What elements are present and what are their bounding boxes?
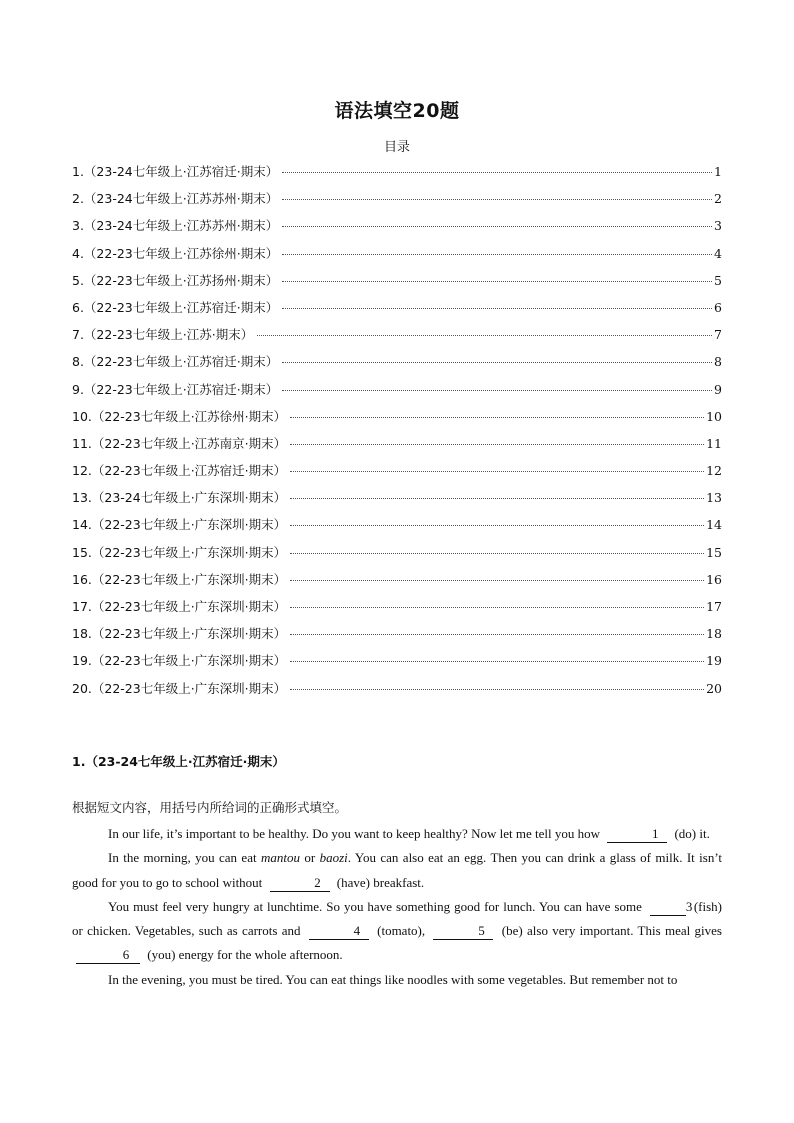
toc-entry-label: 3.（23-24七年级上·江苏苏州·期末） (72, 218, 279, 234)
section-title: 1.（23-24七年级上·江苏宿迁·期末） (72, 754, 285, 769)
toc-leader-dots (290, 606, 704, 608)
toc-entry-label: 1.（23-24七年级上·江苏宿迁·期末） (72, 164, 279, 179)
toc-entry[interactable] (72, 570, 722, 597)
toc-entry[interactable] (72, 189, 722, 216)
paragraph: In the evening, you must be tired. You can eat things like noodles with some vegetables. But remember not to (108, 971, 678, 987)
toc-entry-label: 12.（22-23七年级上·江苏宿迁·期末） (72, 463, 287, 479)
toc-page-number: 10 (706, 408, 722, 424)
toc-page-number: 2 (714, 191, 722, 207)
toc-entry-label: 6.（22-23七年级上·江苏宿迁·期末） (72, 299, 279, 315)
toc-entry-label: 18.（22-23七年级上·广东深圳·期末） (72, 626, 287, 642)
toc-entry-label: 19.（22-23七年级上·广东深圳·期末） (72, 653, 287, 669)
toc-entry[interactable] (72, 271, 722, 298)
instruction-text: 根据短文内容，用括号内所给词的正确形式填空。 (72, 800, 348, 815)
toc-page-number: 5 (714, 272, 722, 288)
toc-leader-dots (290, 497, 704, 499)
toc-entry-label: 4.（22-23七年级上·江苏徐州·期末） (72, 245, 279, 261)
toc-page-number: 6 (714, 299, 722, 315)
toc-page-number: 12 (706, 463, 722, 479)
toc-entry-label: 11.（22-23七年级上·江苏南京·期末） (72, 435, 287, 451)
toc-leader-dots (290, 416, 704, 418)
toc-entry[interactable] (72, 651, 722, 678)
toc-entry-label: 7.（22-23七年级上·江苏·期末） (72, 327, 254, 343)
page-title: 语法填空20题 (334, 100, 460, 122)
toc-leader-dots (282, 225, 712, 227)
toc-heading: 目录 (383, 140, 410, 155)
toc-page-number: 15 (706, 544, 722, 560)
toc-entry[interactable] (72, 298, 722, 325)
toc-entry-label: 17.（22-23七年级上·广东深圳·期末） (72, 599, 287, 614)
toc-entry[interactable] (72, 597, 722, 624)
toc-leader-dots (282, 253, 712, 255)
toc-page-number: 3 (714, 218, 722, 234)
toc-entry[interactable] (72, 352, 722, 379)
toc-leader-dots (290, 579, 704, 581)
toc-entry-label: 13.（23-24七年级上·广东深圳·期末） (72, 490, 287, 506)
toc-page-number: 14 (706, 517, 722, 533)
blank-5: 5 (433, 923, 493, 940)
table-of-contents (72, 162, 722, 706)
toc-entry[interactable] (72, 407, 722, 434)
toc-page-number: 18 (706, 626, 722, 642)
toc-entry-label: 9.（22-23七年级上·江苏宿迁·期末） (72, 381, 279, 397)
toc-leader-dots (290, 688, 704, 690)
toc-leader-dots (290, 552, 704, 554)
toc-entry[interactable] (72, 624, 722, 651)
toc-leader-dots (257, 334, 712, 336)
toc-entry[interactable] (72, 162, 722, 189)
toc-entry-label: 16.（22-23七年级上·广东深圳·期末） (72, 571, 287, 587)
toc-leader-dots (282, 280, 712, 282)
paragraph: In our life, it’s important to be healthy. Do you want to keep healthy? Now let me tell you how 1 (do) it. (108, 826, 710, 841)
toc-entry[interactable] (72, 543, 722, 570)
toc-page-number: 7 (714, 327, 722, 343)
blank-6: 6 (76, 947, 140, 964)
toc-entry[interactable] (72, 488, 722, 515)
toc-leader-dots (282, 198, 712, 200)
toc-entry[interactable] (72, 515, 722, 542)
toc-entry-label: 8.（22-23七年级上·江苏宿迁·期末） (72, 354, 279, 370)
toc-page-number: 11 (706, 435, 722, 451)
toc-entry[interactable] (72, 216, 722, 243)
toc-entry-label: 15.（22-23七年级上·广东深圳·期末） (72, 544, 287, 560)
toc-entry-label: 14.（22-23七年级上·广东深圳·期末） (72, 517, 287, 533)
toc-page-number: 13 (706, 490, 722, 506)
toc-leader-dots (282, 307, 712, 309)
toc-entry[interactable] (72, 325, 722, 352)
passage (72, 822, 722, 992)
toc-page-number: 20 (706, 680, 722, 696)
toc-entry-label: 2.（23-24七年级上·江苏苏州·期末） (72, 191, 279, 207)
toc-entry[interactable] (72, 244, 722, 271)
toc-leader-dots (282, 171, 712, 173)
toc-page-number: 17 (706, 599, 722, 614)
toc-leader-dots (290, 443, 704, 445)
toc-entry[interactable] (72, 679, 722, 706)
toc-leader-dots (282, 389, 712, 391)
toc-page-number: 16 (706, 571, 722, 587)
toc-leader-dots (290, 633, 704, 635)
toc-entry-label: 5.（22-23七年级上·江苏扬州·期末） (72, 272, 279, 288)
toc-page-number: 19 (706, 653, 722, 669)
toc-entry[interactable] (72, 380, 722, 407)
toc-page-number: 1 (714, 164, 722, 179)
toc-leader-dots (290, 524, 704, 526)
toc-page-number: 9 (714, 381, 722, 397)
toc-entry[interactable] (72, 434, 722, 461)
toc-leader-dots (290, 470, 704, 472)
toc-entry[interactable] (72, 461, 722, 488)
toc-entry-label: 20.（22-23七年级上·广东深圳·期末） (72, 680, 287, 696)
blank-1: 1 (607, 826, 667, 843)
toc-leader-dots (290, 660, 704, 662)
toc-entry-label: 10.（22-23七年级上·江苏徐州·期末） (72, 408, 287, 424)
paragraph: In the morning, you can eat mantou or baozi. You can also eat an egg. Then you can drink a glass of milk. It isn’t good for you to go to school without 2 (have) breakfast. (72, 850, 723, 890)
blank-2: 2 (270, 875, 330, 892)
paragraph: You must feel very hungry at lunchtime. So you have something good for lunch. You can have some 3 (fish) or chicken. Vegetables, such as carrots and 4 (tomato), 5 (be) also very important. This meal gives 6 (you) energy for the whole afternoon. (72, 898, 723, 963)
toc-page-number: 4 (714, 245, 722, 261)
blank-4: 4 (309, 923, 369, 940)
toc-page-number: 8 (714, 354, 722, 370)
blank-3: 3 (650, 899, 686, 916)
toc-leader-dots (282, 361, 712, 363)
